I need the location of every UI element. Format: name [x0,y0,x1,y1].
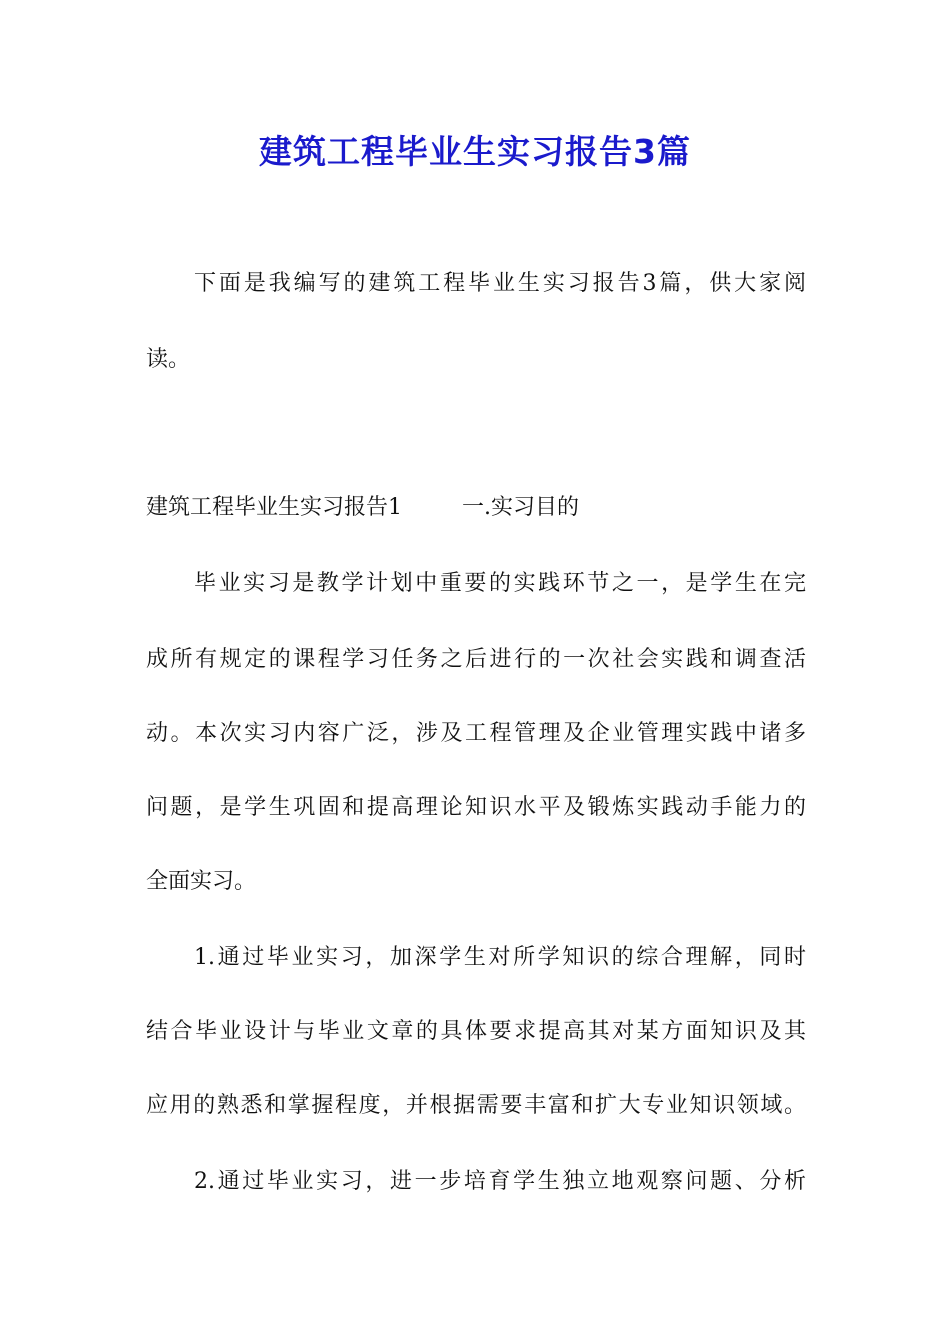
intro-line: 下面是我编写的建筑工程毕业生实习报告3篇，供大家阅 [194,271,806,296]
paragraph-line: 动。本次实习内容广泛，涉及工程管理及企业管理实践中诸多 [146,721,806,746]
paragraph-line: 应用的熟悉和掌握程度，并根据需要丰富和扩大专业知识领域。 [146,1093,806,1118]
section-heading: 建筑工程毕业生实习报告1 [146,495,402,520]
paragraph-line: 全面实习。 [146,869,257,894]
intro-line: 读。 [146,347,191,372]
paragraph-line: 成所有规定的课程学习任务之后进行的一次社会实践和调查活 [146,647,806,672]
paragraph-line: 1.通过毕业实习，加深学生对所学知识的综合理解，同时 [194,945,806,970]
section-heading-row [146,492,806,524]
paragraph-line: 结合毕业设计与毕业文章的具体要求提高其对某方面知识及其 [146,1019,806,1044]
paragraph-line: 问题，是学生巩固和提高理论知识水平及锻炼实践动手能力的 [146,795,806,820]
paragraph-line: 2.通过毕业实习，进一步培育学生独立地观察问题、分析 [194,1169,806,1194]
paragraph-line: 毕业实习是教学计划中重要的实践环节之一，是学生在完 [194,571,806,596]
section-subheading: 一.实习目的 [462,495,579,520]
document-title: 建筑工程毕业生实习报告3篇 [259,132,691,171]
